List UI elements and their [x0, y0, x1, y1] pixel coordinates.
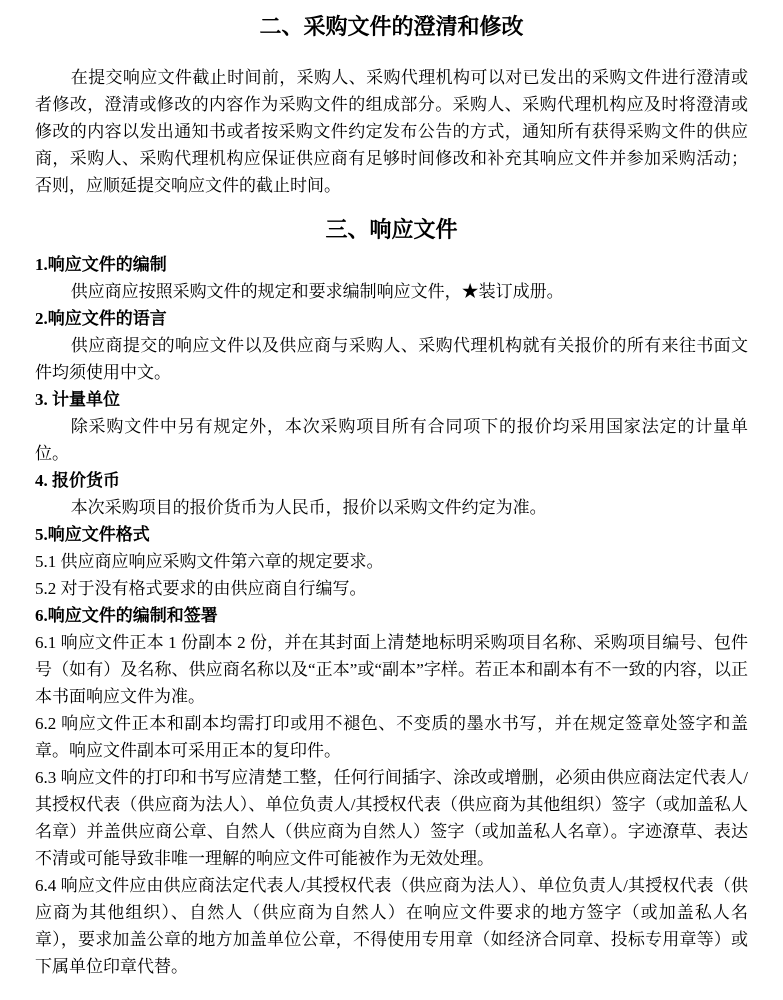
clause-6-3: 6.3 响应文件的打印和书写应清楚工整，任何行间插字、涂改或增删，必须由供应商法定代表人/其授权代表（供应商为法人）、单位负责人/其授权代表（供应商为其他组织）签字（或加盖私人名章）并盖供应商公章、自然人（供应商为自然人）签字（或加盖私人名章）。字迹潦草、表达不清或可能导致非唯一理解的响应文件可能被作为无效处理。	[35, 768, 748, 868]
heading-response-doc-format: 5.响应文件格式	[35, 525, 150, 544]
section-response-title: 三、响应文件	[325, 217, 458, 242]
heading-response-doc-signing: 6.响应文件的编制和签署	[35, 606, 218, 625]
clarification-paragraph: 在提交响应文件截止时间前，采购人、采购代理机构可以对已发出的采购文件进行澄清或者修改，澄清或修改的内容作为采购文件的组成部分。采购人、采购代理机构应及时将澄清或修改的内容以发出通知书或者按采购文件约定发布公告的方式，通知所有获得采购文件的供应商，采购人、采购代理机构应保证供应商有足够时间修改和补充其响应文件并参加采购活动；否则，应顺延提交响应文件的截止时间。	[35, 68, 748, 195]
heading-quotation-currency: 4. 报价货币	[35, 471, 120, 490]
heading-response-doc-preparation: 1.响应文件的编制	[35, 255, 167, 274]
clause-6-1: 6.1 响应文件正本 1 份副本 2 份，并在其封面上清楚地标明采购项目名称、采购项目编号、包件号（如有）及名称、供应商名称以及“正本”或“副本”字样。若正本和副本有不一致的内容，以正本书面响应文件为准。	[35, 633, 748, 706]
heading-response-doc-language: 2.响应文件的语言	[35, 309, 167, 328]
heading-measurement-unit: 3. 计量单位	[35, 390, 120, 409]
clause-5-1: 5.1 供应商应响应采购文件第六章的规定要求。	[35, 552, 384, 571]
section-clarification-title: 二、采购文件的澄清和修改	[259, 14, 524, 39]
para-measurement-unit: 除采购文件中另有规定外，本次采购项目所有合同项下的报价均采用国家法定的计量单位。	[35, 417, 748, 463]
para-response-doc-preparation: 供应商应按照采购文件的规定和要求编制响应文件，★装订成册。	[70, 282, 564, 301]
para-quotation-currency: 本次采购项目的报价货币为人民币，报价以采购文件约定为准。	[70, 498, 547, 517]
para-response-doc-language: 供应商提交的响应文件以及供应商与采购人、采购代理机构就有关报价的所有来往书面文件均须使用中文。	[35, 336, 748, 382]
clause-5-2: 5.2 对于没有格式要求的由供应商自行编写。	[35, 579, 367, 598]
clause-6-4: 6.4 响应文件应由供应商法定代表人/其授权代表（供应商为法人）、单位负责人/其授权代表（供应商为其他组织）、自然人（供应商为自然人）在响应文件要求的地方签字（或加盖私人名章），要求加盖公章的地方加盖单位公章，不得使用专用章（如经济合同章、投标专用章等）或下属单位印章代替。	[35, 876, 748, 976]
clause-6-2: 6.2 响应文件正本和副本均需打印或用不褪色、不变质的墨水书写，并在规定签章处签字和盖章。响应文件副本可采用正本的复印件。	[35, 714, 748, 760]
